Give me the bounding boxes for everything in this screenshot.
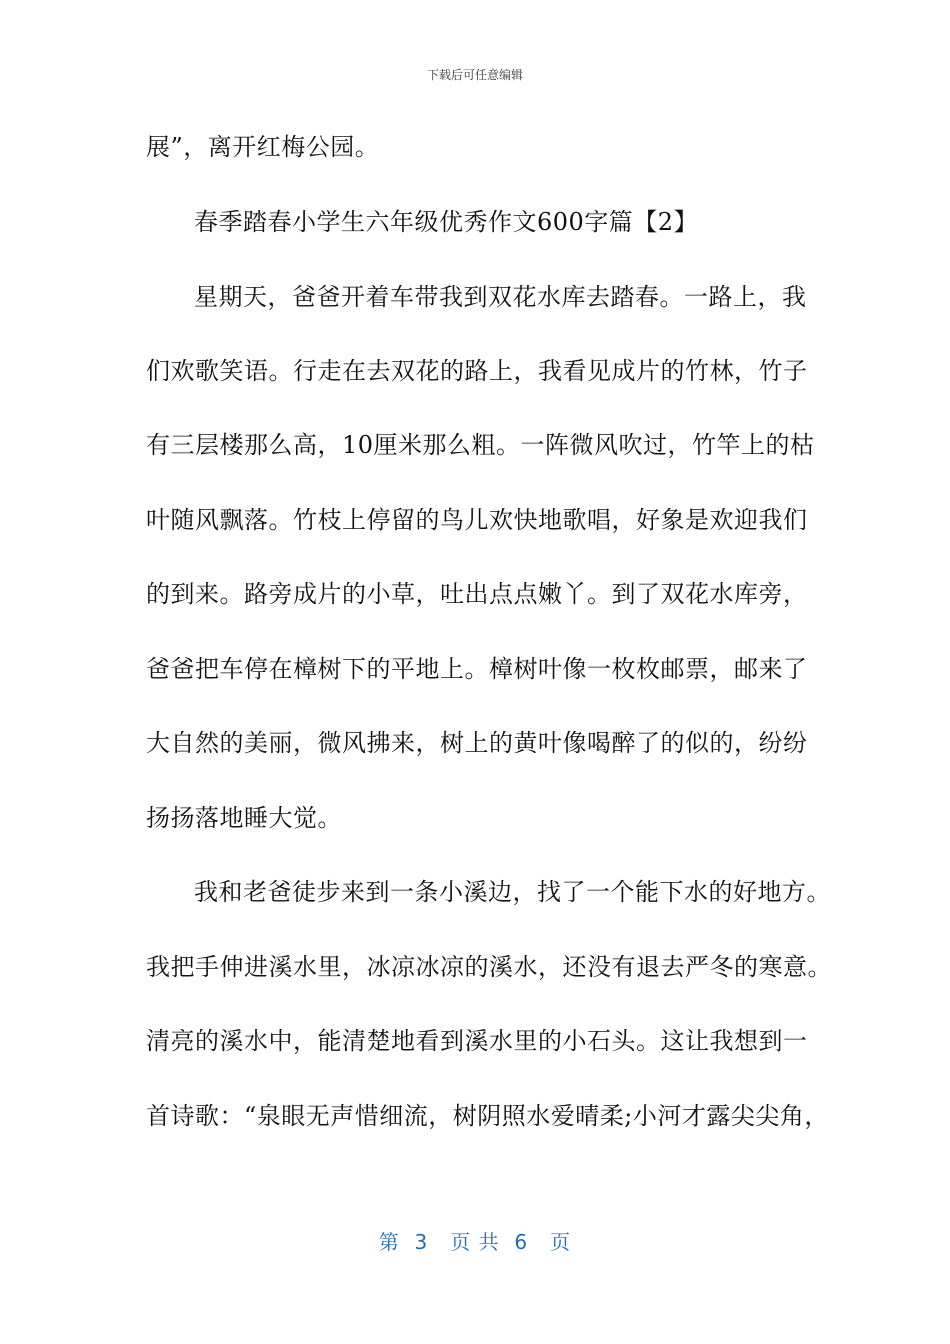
text-line: 们欢歌笑语。行走在去双花的路上，我看见成片的竹林，竹子 <box>146 357 808 385</box>
text-line: 的到来。路旁成片的小草，吐出点点嫩丫。到了双花水库旁， <box>146 580 808 608</box>
section-heading: 春季踏春小学生六年级优秀作文600字篇【2】 <box>194 208 699 236</box>
text-line: 爸爸把车停在樟树下的平地上。樟树叶像一枚枚邮票，邮来了 <box>146 655 808 683</box>
text-line: 展”，离开红梅公园。 <box>146 133 380 161</box>
text-line: 叶随风飘落。竹枝上停留的鸟儿欢快地歌唱，好象是欢迎我们 <box>146 506 808 534</box>
text-line: 我和老爸徒步来到一条小溪边，找了一个能下水的好地方。 <box>194 878 831 906</box>
text-line: 大自然的美丽，微风拂来，树上的黄叶像喝醉了的似的，纷纷 <box>146 729 808 757</box>
text-line: 有三层楼那么高，10厘米那么粗。一阵微风吹过，竹竿上的枯 <box>146 431 815 459</box>
text-line: 首诗歌：“泉眼无声惜细流，树阴照水爱晴柔;小河才露尖尖角， <box>146 1102 829 1130</box>
text-line: 清亮的溪水中，能清楚地看到溪水里的小石头。这让我想到一 <box>146 1027 808 1055</box>
text-line: 我把手伸进溪水里，冰凉冰凉的溪水，还没有退去严冬的寒意。 <box>146 953 832 981</box>
page-number: 第 3 页 共 6 页 <box>378 1230 572 1254</box>
header-note: 下载后可任意编辑 <box>426 68 523 82</box>
text-line: 星期天，爸爸开着车带我到双花水库去踏春。一路上，我 <box>194 283 807 311</box>
text-line: 扬扬落地睡大觉。 <box>146 804 342 832</box>
